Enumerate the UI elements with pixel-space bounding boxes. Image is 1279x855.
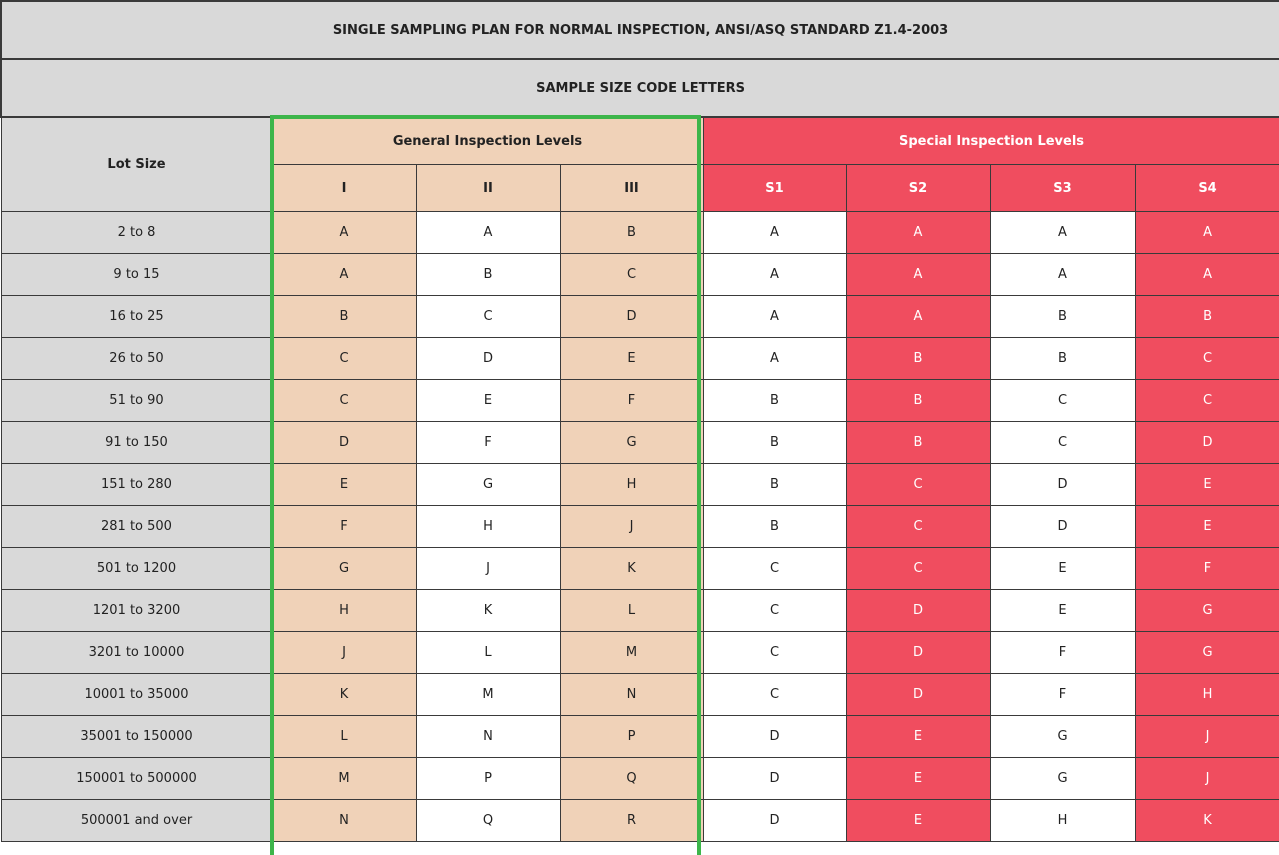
- lot-size-header: Lot Size: [1, 117, 272, 212]
- lot-size-cell: 1201 to 3200: [1, 590, 272, 632]
- code-cell-s1: A: [703, 212, 846, 254]
- code-cell-iii: F: [560, 380, 703, 422]
- code-cell-s4: J: [1135, 716, 1279, 758]
- code-cell-iii: P: [560, 716, 703, 758]
- code-cell-s2: C: [846, 506, 990, 548]
- code-cell-s1: D: [703, 716, 846, 758]
- table-row: [1, 506, 1279, 548]
- code-cell-iii: C: [560, 254, 703, 296]
- general-level-iii: III: [560, 165, 703, 212]
- code-cell-s4: K: [1135, 800, 1279, 842]
- code-cell-s2: D: [846, 590, 990, 632]
- code-cell-s1: C: [703, 590, 846, 632]
- lot-size-cell: 501 to 1200: [1, 548, 272, 590]
- code-cell-s3: F: [990, 674, 1135, 716]
- code-cell-iii: H: [560, 464, 703, 506]
- code-cell-i: C: [272, 380, 416, 422]
- special-level-s2: S2: [846, 165, 990, 212]
- code-cell-s4: H: [1135, 674, 1279, 716]
- table-row: [1, 254, 1279, 296]
- lot-size-cell: 500001 and over: [1, 800, 272, 842]
- code-cell-s4: A: [1135, 254, 1279, 296]
- code-cell-s3: C: [990, 380, 1135, 422]
- code-cell-s4: A: [1135, 212, 1279, 254]
- code-cell-s4: C: [1135, 380, 1279, 422]
- general-level-i: I: [272, 165, 416, 212]
- table-row: [1, 716, 1279, 758]
- code-cell-s1: B: [703, 464, 846, 506]
- code-cell-s3: H: [990, 800, 1135, 842]
- code-cell-s4: J: [1135, 758, 1279, 800]
- code-cell-s3: G: [990, 758, 1135, 800]
- code-cell-s3: B: [990, 296, 1135, 338]
- code-cell-s4: C: [1135, 338, 1279, 380]
- code-cell-i: J: [272, 632, 416, 674]
- table-row: [1, 464, 1279, 506]
- code-cell-ii: F: [416, 422, 560, 464]
- code-cell-ii: J: [416, 548, 560, 590]
- code-cell-s1: A: [703, 338, 846, 380]
- code-cell-s1: D: [703, 758, 846, 800]
- code-cell-i: E: [272, 464, 416, 506]
- code-cell-s2: C: [846, 464, 990, 506]
- code-cell-s1: A: [703, 296, 846, 338]
- code-cell-s1: C: [703, 674, 846, 716]
- code-cell-ii: D: [416, 338, 560, 380]
- code-cell-s1: B: [703, 422, 846, 464]
- code-cell-s2: B: [846, 422, 990, 464]
- code-cell-iii: E: [560, 338, 703, 380]
- code-cell-i: A: [272, 212, 416, 254]
- lot-size-cell: 281 to 500: [1, 506, 272, 548]
- code-cell-s3: D: [990, 506, 1135, 548]
- special-level-s1: S1: [703, 165, 846, 212]
- table-row: [1, 800, 1279, 842]
- code-cell-s2: E: [846, 758, 990, 800]
- code-cell-iii: R: [560, 800, 703, 842]
- general-level-ii: II: [416, 165, 560, 212]
- code-cell-ii: C: [416, 296, 560, 338]
- code-cell-s2: D: [846, 632, 990, 674]
- code-cell-s2: D: [846, 674, 990, 716]
- code-cell-ii: Q: [416, 800, 560, 842]
- code-cell-s3: A: [990, 254, 1135, 296]
- code-cell-iii: J: [560, 506, 703, 548]
- code-cell-i: D: [272, 422, 416, 464]
- code-cell-iii: D: [560, 296, 703, 338]
- code-cell-s3: C: [990, 422, 1135, 464]
- code-cell-ii: P: [416, 758, 560, 800]
- code-cell-ii: B: [416, 254, 560, 296]
- table-row: [1, 674, 1279, 716]
- code-cell-s1: B: [703, 506, 846, 548]
- lot-size-cell: 91 to 150: [1, 422, 272, 464]
- code-cell-s3: F: [990, 632, 1135, 674]
- code-cell-s2: A: [846, 212, 990, 254]
- special-levels-header: Special Inspection Levels: [703, 117, 1279, 165]
- code-cell-s4: F: [1135, 548, 1279, 590]
- code-cell-s4: B: [1135, 296, 1279, 338]
- code-cell-i: G: [272, 548, 416, 590]
- code-cell-i: N: [272, 800, 416, 842]
- code-cell-i: C: [272, 338, 416, 380]
- code-cell-ii: M: [416, 674, 560, 716]
- lot-size-cell: 150001 to 500000: [1, 758, 272, 800]
- table-row: [1, 212, 1279, 254]
- table-row: [1, 548, 1279, 590]
- code-cell-ii: G: [416, 464, 560, 506]
- code-cell-ii: H: [416, 506, 560, 548]
- lot-size-cell: 16 to 25: [1, 296, 272, 338]
- code-cell-i: M: [272, 758, 416, 800]
- special-level-s3: S3: [990, 165, 1135, 212]
- code-cell-iii: L: [560, 590, 703, 632]
- code-cell-iii: Q: [560, 758, 703, 800]
- code-cell-i: H: [272, 590, 416, 632]
- code-cell-iii: M: [560, 632, 703, 674]
- lot-size-cell: 26 to 50: [1, 338, 272, 380]
- table-title: SINGLE SAMPLING PLAN FOR NORMAL INSPECTION, ANSI/ASQ STANDARD Z1.4-2003: [1, 1, 1279, 59]
- code-cell-s1: C: [703, 548, 846, 590]
- table-row: [1, 758, 1279, 800]
- code-cell-iii: B: [560, 212, 703, 254]
- code-cell-ii: L: [416, 632, 560, 674]
- code-cell-s3: A: [990, 212, 1135, 254]
- table-row: [1, 422, 1279, 464]
- code-cell-iii: K: [560, 548, 703, 590]
- code-cell-s3: E: [990, 548, 1135, 590]
- lot-size-cell: 2 to 8: [1, 212, 272, 254]
- table-row: [1, 338, 1279, 380]
- code-cell-s1: C: [703, 632, 846, 674]
- code-cell-i: K: [272, 674, 416, 716]
- code-cell-iii: G: [560, 422, 703, 464]
- code-cell-s3: E: [990, 590, 1135, 632]
- code-cell-i: L: [272, 716, 416, 758]
- code-cell-s2: C: [846, 548, 990, 590]
- code-cell-s2: E: [846, 800, 990, 842]
- code-cell-i: A: [272, 254, 416, 296]
- code-cell-s2: B: [846, 338, 990, 380]
- code-cell-s2: E: [846, 716, 990, 758]
- table-row: [1, 380, 1279, 422]
- code-cell-s1: D: [703, 800, 846, 842]
- code-cell-s3: D: [990, 464, 1135, 506]
- lot-size-cell: 10001 to 35000: [1, 674, 272, 716]
- table-row: [1, 590, 1279, 632]
- lot-size-cell: 151 to 280: [1, 464, 272, 506]
- code-cell-ii: N: [416, 716, 560, 758]
- code-cell-s3: B: [990, 338, 1135, 380]
- code-cell-s4: E: [1135, 506, 1279, 548]
- lot-size-cell: 3201 to 10000: [1, 632, 272, 674]
- code-cell-s2: A: [846, 254, 990, 296]
- code-cell-s2: A: [846, 296, 990, 338]
- lot-size-cell: 35001 to 150000: [1, 716, 272, 758]
- code-cell-s4: G: [1135, 590, 1279, 632]
- table-row: [1, 632, 1279, 674]
- code-cell-ii: A: [416, 212, 560, 254]
- code-cell-i: F: [272, 506, 416, 548]
- code-cell-s2: B: [846, 380, 990, 422]
- code-cell-s3: G: [990, 716, 1135, 758]
- lot-size-cell: 9 to 15: [1, 254, 272, 296]
- table-body: [1, 212, 1279, 842]
- general-levels-header: General Inspection Levels: [272, 117, 703, 165]
- code-cell-ii: K: [416, 590, 560, 632]
- code-cell-s1: B: [703, 380, 846, 422]
- special-level-s4: S4: [1135, 165, 1279, 212]
- code-cell-iii: N: [560, 674, 703, 716]
- lot-size-cell: 51 to 90: [1, 380, 272, 422]
- table-row: [1, 296, 1279, 338]
- code-cell-ii: E: [416, 380, 560, 422]
- code-cell-s1: A: [703, 254, 846, 296]
- code-cell-s4: G: [1135, 632, 1279, 674]
- table-subtitle: SAMPLE SIZE CODE LETTERS: [1, 59, 1279, 117]
- code-cell-s4: E: [1135, 464, 1279, 506]
- code-cell-s4: D: [1135, 422, 1279, 464]
- code-cell-i: B: [272, 296, 416, 338]
